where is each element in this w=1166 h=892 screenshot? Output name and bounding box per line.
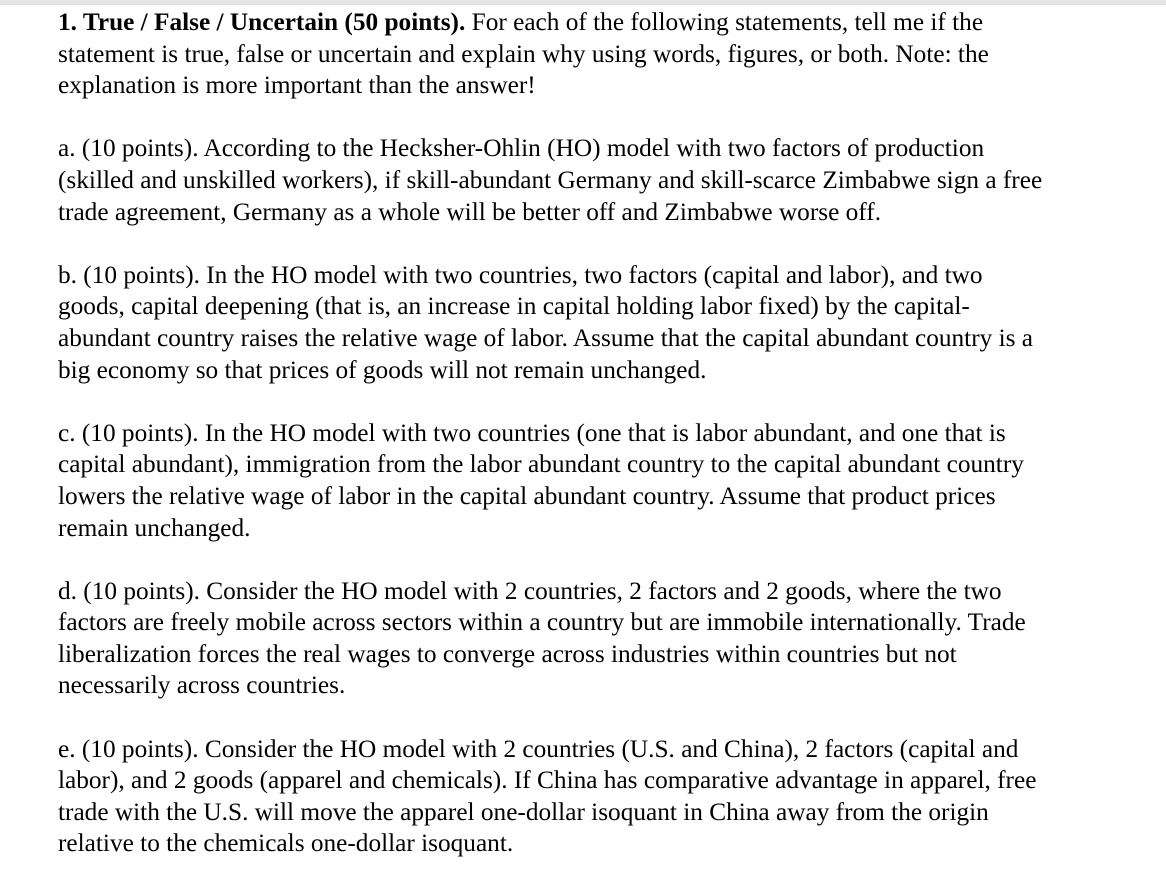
question-b-line-2: goods, capital deepening (that is, an increase in capital holding labor fixed) by the capital- [58,292,970,321]
question-d-line-4: necessarily across countries. [58,671,346,700]
question-b-line-3: abundant country raises the relative wage of labor. Assume that the capital abundant country is a [58,323,1034,352]
question-c-line-2: capital abundant), immigration from the labor abundant country to the capital abundant country [58,450,1024,479]
question-b-line-4: big economy so that prices of goods will not remain unchanged. [58,355,707,384]
question-e [58,734,1138,860]
question-e-line-2: labor), and 2 goods (apparel and chemicals). If China has comparative advantage in apparel, free [58,766,1037,795]
question-c-line-3: lowers the relative wage of labor in the capital abundant country. Assume that product prices [58,481,996,510]
header-line-1: For each of the following statements, tell me if the [465,8,984,36]
document-body [58,7,1138,892]
question-b-line-1: b. (10 points). In the HO model with two countries, two factors (capital and labor), and two [58,260,983,289]
question-a-line-2: (skilled and unskilled workers), if skill-abundant Germany and skill-scarce Zimbabwe sign a free [58,165,1043,194]
section-title: 1. True / False / Uncertain (50 points). [58,8,466,36]
page-top-edge [0,0,1166,5]
question-e-line-4: relative to the chemicals one-dollar isoquant. [58,829,514,858]
question-d-line-2: factors are freely mobile across sectors within a country but are immobile internationally. Trade [58,608,1026,637]
question-d [58,576,1138,702]
question-d-line-3: liberalization forces the real wages to converge across industries within countries but not [58,639,957,668]
question-e-line-1: e. (10 points). Consider the HO model with 2 countries (U.S. and China), 2 factors (capital and [58,734,1019,763]
header-line-2: statement is true, false or uncertain and explain why using words, figures, or both. Note: the [58,39,989,68]
question-a-line-1: a. (10 points). According to the Hecksher-Ohlin (HO) model with two factors of production [58,134,985,163]
question-e-line-3: trade with the U.S. will move the apparel one-dollar isoquant in China away from the origin [58,797,989,826]
section-header [58,7,1138,102]
question-a-line-3: trade agreement, Germany as a whole will be better off and Zimbabwe worse off. [58,197,882,226]
question-c-line-4: remain unchanged. [58,513,251,542]
question-b [58,260,1138,386]
question-a [58,133,1138,228]
question-c [58,418,1138,544]
question-c-line-1: c. (10 points). In the HO model with two countries (one that is labor abundant, and one that is [58,418,1006,447]
question-d-line-1: d. (10 points). Consider the HO model with 2 countries, 2 factors and 2 goods, where the two [58,576,1002,605]
header-line-3: explanation is more important than the answer! [58,71,536,100]
